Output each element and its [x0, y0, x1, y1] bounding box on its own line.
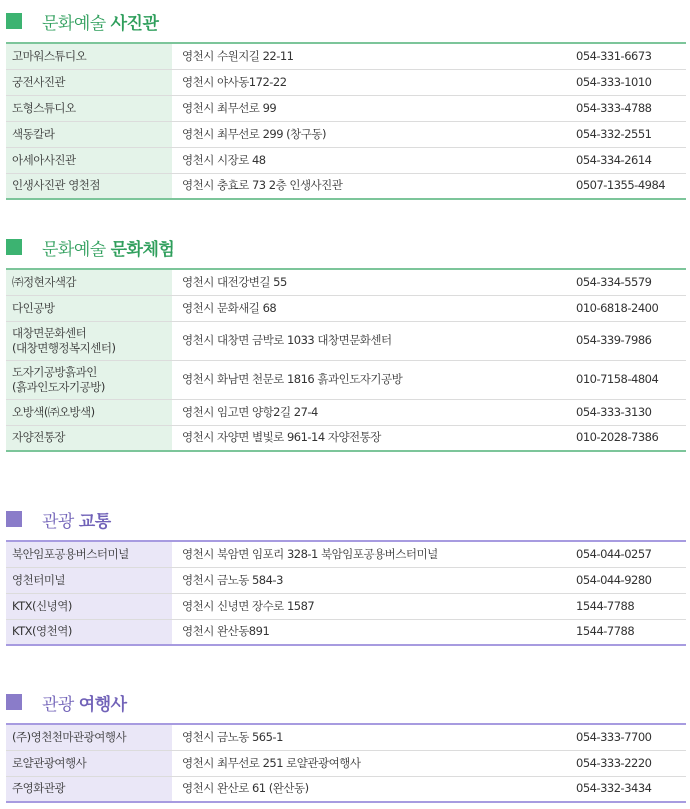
place-tel: 054-333-1010	[572, 69, 686, 95]
table-row	[6, 295, 686, 321]
place-name: 영천터미널	[6, 567, 172, 593]
place-name: KTX(영천역)	[6, 619, 172, 645]
section-header	[6, 681, 686, 723]
section-square-icon	[6, 239, 22, 255]
place-name: 주영화관광	[6, 776, 172, 802]
table-row	[6, 269, 686, 295]
place-address: 영천시 자양면 별빛로 961-14 자양전통장	[172, 425, 572, 451]
place-address: 영천시 화남면 천문로 1816 흙과인도자기공방	[172, 360, 572, 399]
directory-table	[6, 268, 686, 452]
section-title: 관광 교통	[42, 511, 111, 532]
section-header	[6, 226, 686, 268]
place-address: 영천시 문화새길 68	[172, 295, 572, 321]
place-name: 오방색(㈜오방색)	[6, 399, 172, 425]
place-address: 영천시 최무선로 251 로얄관광여행사	[172, 750, 572, 776]
place-address: 영천시 시장로 48	[172, 147, 572, 173]
place-address: 영천시 충효로 73 2층 인생사진관	[172, 173, 572, 199]
section-header	[6, 498, 686, 540]
section-square-icon	[6, 694, 22, 710]
table-row	[6, 425, 686, 451]
section-square-icon	[6, 13, 22, 29]
place-tel: 054-333-4788	[572, 95, 686, 121]
table-row	[6, 776, 686, 802]
place-name-line1: 도자기공방흙과인	[12, 364, 97, 379]
place-name: 색동칼라	[6, 121, 172, 147]
section-travel-agencies	[6, 681, 686, 803]
table-row	[6, 43, 686, 69]
section-square-icon	[6, 511, 22, 527]
place-name: 로얄관광여행사	[6, 750, 172, 776]
place-name: 도형스튜디오	[6, 95, 172, 121]
place-name: 고마워스튜디오	[6, 43, 172, 69]
place-address: 영천시 수원지길 22-11	[172, 43, 572, 69]
place-address: 영천시 신녕면 장수로 1587	[172, 593, 572, 619]
place-tel: 1544-7788	[572, 593, 686, 619]
section-photo-studios	[6, 0, 686, 200]
place-tel: 054-333-7700	[572, 724, 686, 750]
place-address: 영천시 대전강변길 55	[172, 269, 572, 295]
place-address: 영천시 금노동 584-3	[172, 567, 572, 593]
place-address: 영천시 완산동891	[172, 619, 572, 645]
directory-table	[6, 723, 686, 803]
place-tel: 054-334-5579	[572, 269, 686, 295]
table-row	[6, 121, 686, 147]
place-address: 영천시 야사동172-22	[172, 69, 572, 95]
place-name-line2: (대창면행정복지센터)	[12, 340, 116, 355]
place-address: 영천시 최무선로 299 (창구동)	[172, 121, 572, 147]
place-tel: 054-334-2614	[572, 147, 686, 173]
directory-table	[6, 540, 686, 646]
table-row	[6, 750, 686, 776]
place-address: 영천시 대창면 금박로 1033 대창면문화센터	[172, 321, 572, 360]
place-address: 영천시 최무선로 99	[172, 95, 572, 121]
section-title: 관광 여행사	[42, 694, 127, 715]
place-name: 아세아사진관	[6, 147, 172, 173]
place-address: 영천시 임고면 양항2길 27-4	[172, 399, 572, 425]
section-header	[6, 0, 686, 42]
place-address: 영천시 완산로 61 (완산동)	[172, 776, 572, 802]
table-row	[6, 360, 686, 399]
table-row	[6, 541, 686, 567]
place-name: ㈜정현자색감	[6, 269, 172, 295]
place-address: 영천시 금노동 565-1	[172, 724, 572, 750]
section-culture-experience	[6, 226, 686, 452]
place-tel: 010-2028-7386	[572, 425, 686, 451]
place-tel: 010-7158-4804	[572, 360, 686, 399]
table-row	[6, 147, 686, 173]
place-name: 인생사진관 영천점	[6, 173, 172, 199]
table-row	[6, 724, 686, 750]
place-tel: 054-332-3434	[572, 776, 686, 802]
table-row	[6, 399, 686, 425]
place-tel: 1544-7788	[572, 619, 686, 645]
section-transport	[6, 498, 686, 646]
place-address: 영천시 북암면 임포리 328-1 북암임포공용버스터미널	[172, 541, 572, 567]
table-row	[6, 593, 686, 619]
place-name: 자양전통장	[6, 425, 172, 451]
place-name	[6, 360, 172, 399]
directory-table	[6, 42, 686, 200]
place-tel: 010-6818-2400	[572, 295, 686, 321]
place-tel: 054-333-3130	[572, 399, 686, 425]
place-tel: 0507-1355-4984	[572, 173, 686, 199]
section-title: 문화예술 문화체험	[42, 239, 175, 260]
place-name: 궁전사진관	[6, 69, 172, 95]
place-name-line1: 대창면문화센터	[12, 325, 87, 340]
table-row	[6, 567, 686, 593]
place-name: (주)영천천마관광여행사	[6, 724, 172, 750]
place-name: KTX(신녕역)	[6, 593, 172, 619]
place-name: 북안임포공용버스터미널	[6, 541, 172, 567]
table-row	[6, 173, 686, 199]
place-tel: 054-044-9280	[572, 567, 686, 593]
place-tel: 054-332-2551	[572, 121, 686, 147]
table-row	[6, 95, 686, 121]
place-tel: 054-331-6673	[572, 43, 686, 69]
table-row	[6, 321, 686, 360]
place-name	[6, 321, 172, 360]
place-tel: 054-333-2220	[572, 750, 686, 776]
table-row	[6, 619, 686, 645]
table-row	[6, 69, 686, 95]
section-title: 문화예술 사진관	[42, 13, 159, 34]
place-tel: 054-339-7986	[572, 321, 686, 360]
place-name: 다인공방	[6, 295, 172, 321]
place-name-line2: (흙과인도자기공방)	[12, 379, 105, 394]
place-tel: 054-044-0257	[572, 541, 686, 567]
